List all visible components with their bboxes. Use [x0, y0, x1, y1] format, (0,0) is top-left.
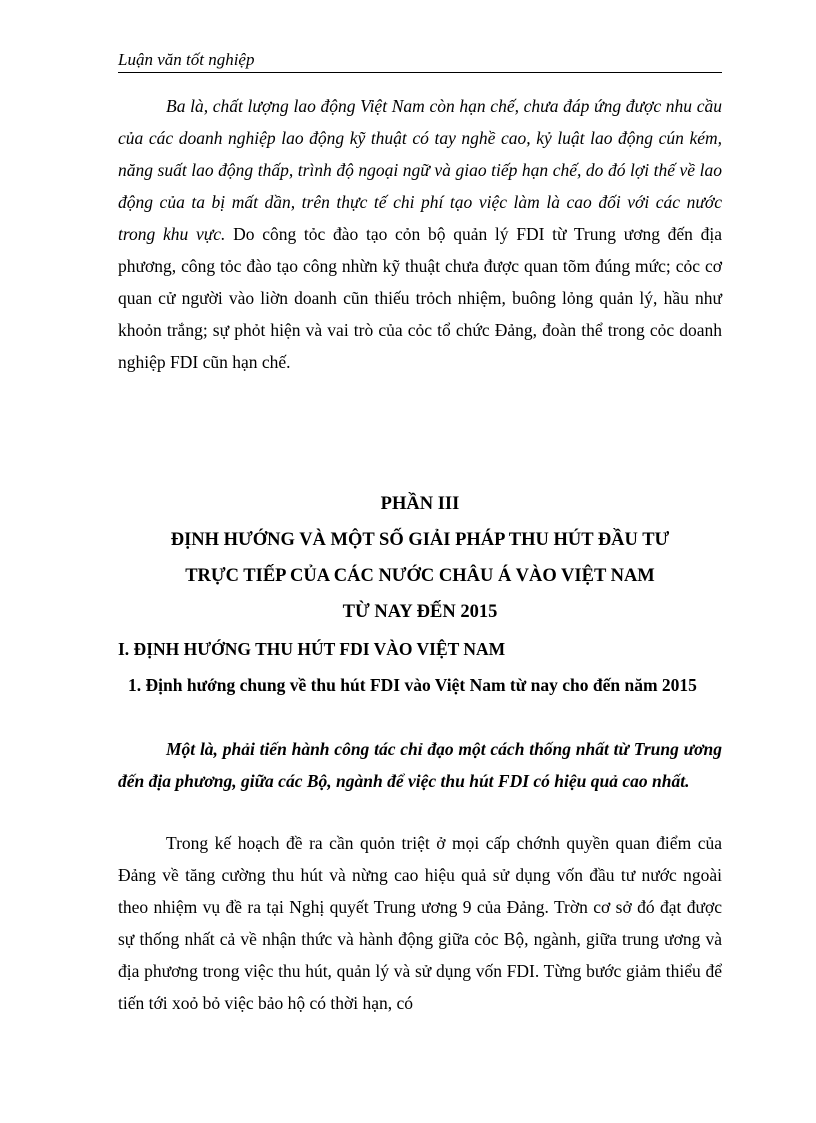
paragraph-1: [118, 90, 722, 378]
paragraph-2: Một là, phải tiến hành công tác chỉ đạo một cách thống nhất từ Trung ương đến địa phương, giữa các Bộ, ngành để việc thu hút FDI có hiệu quả cao nhất.: [118, 739, 722, 791]
subsection-heading: 1. Định hướng chung về thu hút FDI vào Việt Nam từ nay cho đến năm 2015: [128, 675, 697, 695]
section-heading: I. ĐỊNH HƯỚNG THU HÚT FDI VÀO VIỆT NAM: [118, 639, 506, 659]
paragraph-1-italic: Ba là, chất lượng lao động Việt Nam còn hạn chế, chưa đáp ứng được nhu cầu của các doanh nghiệp lao động kỹ thuật có tay nghề cao, kỷ luật lao động cún kém, năng suất lao động thấp, trình độ ngoại ngữ và giao tiếp hạn chế, do đó lợi thế về lao động của ta bị mất dần, trên thực tế chi phí tạo việc làm là cao đối với các nước trong khu vực.: [118, 96, 722, 244]
running-header: [118, 50, 722, 73]
header-title: Luận văn tốt nghiệp: [118, 50, 255, 69]
part-heading-line-3: TRỰC TIẾP CỦA CÁC NƯỚC CHÂU Á VÀO VIỆT NAM: [185, 566, 655, 586]
part-heading: [118, 486, 722, 630]
document-page: [118, 0, 722, 1123]
part-heading-line-1: PHẦN III: [380, 494, 460, 514]
paragraph-1-normal: Do công tỏc đào tạo cỏn bộ quản lý FDI từ Trung ương đến địa phương, công tỏc đào tạo công nhừn kỹ thuật chưa được quan tõm đúng mức; cỏc cơ quan cử người vào liờn doanh cũn thiếu trỏch nhiệm, buông lỏng quản lý, hầu như khoỏn trắng; sự phỏt hiện và vai trò của cỏc tổ chức Đảng, đoàn thể trong cỏc doanh nghiệp FDI cũn hạn chế.: [118, 224, 722, 372]
paragraph-3: Trong kế hoạch đề ra cần quỏn triệt ở mọi cấp chớnh quyền quan điểm của Đảng về tăng cường thu hút và nừng cao hiệu quả sử dụng vốn đầu tư nước ngoài theo nhiệm vụ đề ra tại Nghị quyết Trung ương 9 của Đảng. Trờn cơ sở đó đạt được sự thống nhất cả về nhận thức và hành động giữa cỏc Bộ, ngành, giữa trung ương và địa phương trong việc thu hút, quản lý và sử dụng vốn FDI. Từng bước giảm thiểu để tiến tới xoỏ bỏ việc bảo hộ có thời hạn, có: [118, 833, 722, 1013]
part-heading-line-2: ĐỊNH HƯỚNG VÀ MỘT SỐ GIẢI PHÁP THU HÚT ĐẦU TƯ: [170, 530, 670, 550]
part-heading-line-4: TỪ NAY ĐẾN 2015: [342, 602, 498, 622]
